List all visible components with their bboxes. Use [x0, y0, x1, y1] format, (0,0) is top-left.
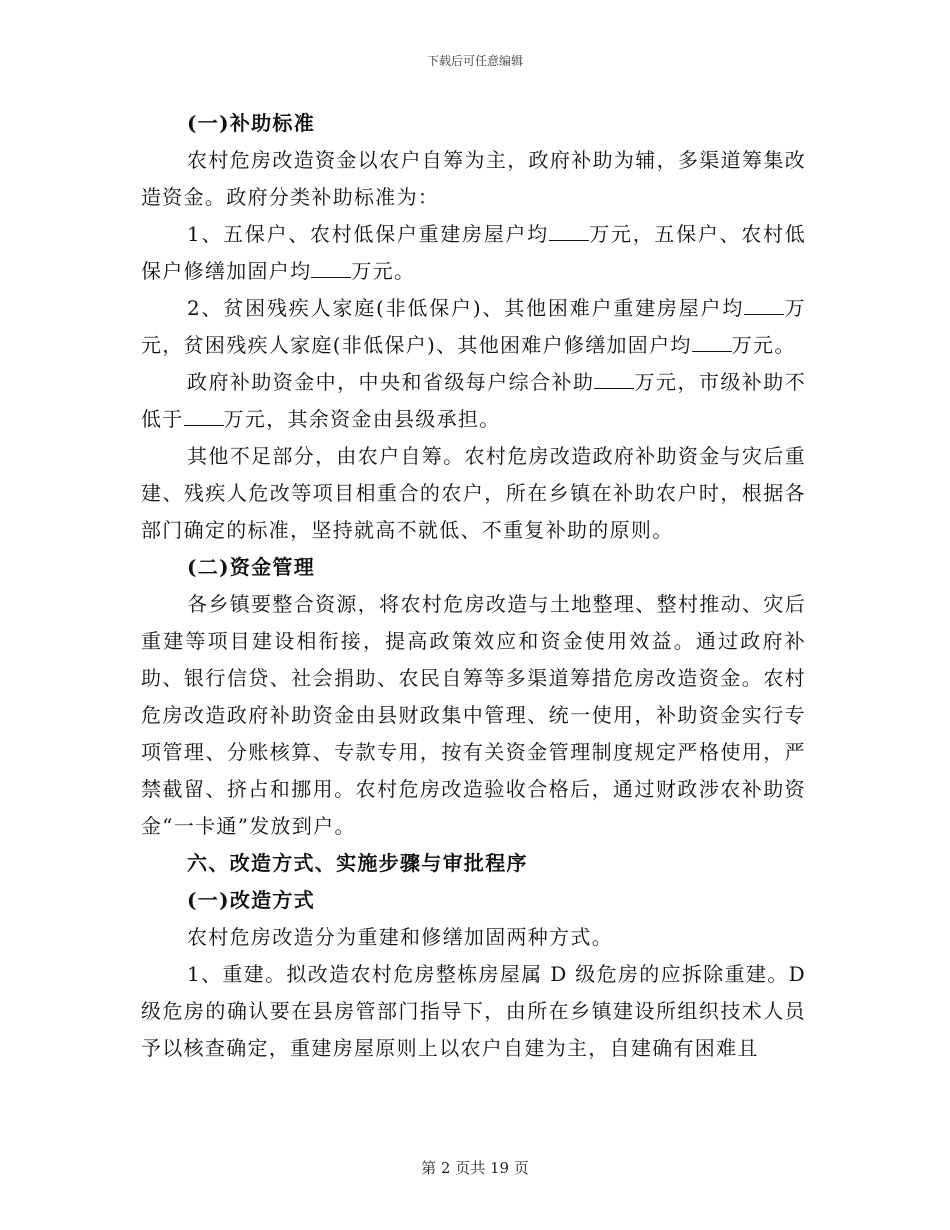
section-heading-fund-management: (二)资金管理 [187, 555, 316, 579]
paragraph-methods-overview: 农村危房改造分为重建和修缮加固两种方式。 [187, 925, 613, 949]
fill-blank [184, 407, 224, 426]
page-footer: 第 2 页共 19 页 [421, 1159, 529, 1177]
text-segment: 万元，其余资金由县级承担。 [223, 407, 501, 431]
section-heading-renovation-methods: (一)改造方式 [187, 888, 316, 912]
text-segment: 政府补助资金中，中央和省级每户综合补助 [187, 370, 595, 394]
paragraph-self-funding: 其他不足部分，由农户自筹。农村危房改造政府补助资金与灾后重建、残疾人危改等项目相重合的农户，所在乡镇在补助农户时，根据各部门确定的标准，坚持就高不就低、不重复补助的原则。 [141, 444, 806, 542]
fill-blank [594, 370, 634, 389]
text-segment: 万元。 [731, 333, 796, 357]
fill-blank [311, 259, 351, 278]
fill-blank [744, 296, 784, 315]
paragraph-rebuild: 1、重建。拟改造农村危房整栋房屋属 D 级危房的应拆除重建。D 级危房的确认要在县房管部门指导下，由所在乡镇建设所组织技术人员予以核查确定，重建房屋原则上以农户自建为主，自建确有困难且 [141, 962, 806, 1060]
paragraph-subsidy-item-1 [141, 216, 806, 290]
section-heading-subsidy-standard: (一)补助标准 [187, 111, 316, 135]
text-segment: 万元，五保户、农村低保户修缮加固户均 [141, 222, 806, 283]
document-body [141, 105, 806, 1067]
chapter-heading-methods-steps: 六、改造方式、实施步骤与审批程序 [187, 851, 528, 875]
text-segment: 万元。 [351, 259, 416, 283]
page-header: 下载后可任意编辑 [426, 54, 523, 68]
fill-blank [692, 333, 732, 352]
text-segment: 万元，市级补助不低于 [141, 370, 806, 431]
paragraph-government-funding [141, 364, 806, 438]
paragraph-funding-overview: 农村危房改造资金以农户自筹为主，政府补助为辅，多渠道筹集改造资金。政府分类补助标准为： [141, 148, 806, 209]
text-segment: 万元，贫困残疾人家庭(非低保户)、其他困难户修缮加固户均 [141, 296, 806, 357]
paragraph-subsidy-item-2 [141, 290, 806, 364]
fill-blank [549, 222, 589, 241]
paragraph-fund-management: 各乡镇要整合资源，将农村危房改造与土地整理、整村推动、灾后重建等项目建设相衔接，提高政策效应和资金使用效益。通过政府补助、银行信贷、社会捐助、农民自筹等多渠道筹措危房改造资金。农村危房改造政府补助资金由县财政集中管理、统一使用，补助资金实行专项管理、分账核算、专款专用，按有关资金管理制度规定严格使用，严禁截留、挤占和挪用。农村危房改造验收合格后，通过财政涉农补助资金“一卡通”发放到户。 [141, 592, 806, 838]
text-segment: 2、贫困残疾人家庭(非低保户)、其他困难户重建房屋户均 [187, 296, 745, 320]
text-segment: 1、五保户、农村低保户重建房屋户均 [187, 222, 549, 246]
